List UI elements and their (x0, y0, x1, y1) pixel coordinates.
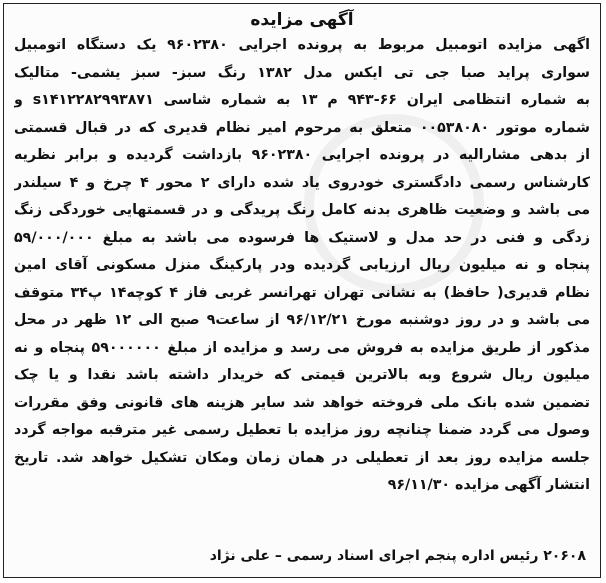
notice-body (14, 32, 590, 500)
notice-line: زدگی و فنی در حد مدل و لاستیک ها فرسوده می باشد به مبلغ ۵۹/۰۰۰/۰۰۰ (14, 229, 590, 246)
notice-line: کارشناس رسمی دادگستری خودروی یاد شده دارای ۲ محور ۴ چرخ و ۴ سیلندر (14, 174, 590, 191)
notice-line: مذکور از طریق مزایده به فروش می رسد و مزایده از مبلغ ۵۹۰۰۰۰۰۰ پنجاه و نه (14, 339, 590, 356)
notice-line: پنجاه و نه میلیون ریال ارزیابی گردیده ودر پارکینگ منزل مسکونی آقای امین (14, 257, 590, 273)
notice-line: می باشد و وضعیت ظاهری بدنه کامل رنگ پریدگی و در قسمتهایی خوردگی زنگ (14, 202, 590, 218)
notice-line: سواری پراید صبا جی تی ایکس مدل ۱۳۸۲ رنگ سبز- سبز یشمی- متالیک (14, 64, 590, 81)
notice-line: اگهی مزایده اتومبیل مربوط به پرونده اجرایی ۹۶۰۲۳۸۰ یک دستگاه اتومبیل (14, 37, 590, 53)
notice-line: شماره موتور ۰۰۵۳۸۰۸۰ متعلق به مرحوم امیر نظام قدیری که در قبال قسمتی (14, 119, 590, 136)
auction-notice-frame (3, 3, 601, 578)
notice-line: جلسه مزایده روز بعد از تعطیلی در همان زمان ومکان تشکیل خواهد شد. تاریخ (14, 449, 590, 466)
notice-title: آگهی مزایده (250, 10, 354, 30)
notice-line: تضمین شده بانک ملی فروخته خواهد شد سایر هزینه های قانونی وفق مقررات (14, 394, 590, 411)
notice-line: می باشد و در روز دوشنبه مورخ ۹۶/۱۲/۲۱ از ساعت۹ صبح الی ۱۲ ظهر در محل (14, 312, 590, 328)
notice-line: نظام قدیری( حافظ) به نشانی تهران تهرانسر غربی فاز ۴ کوچه۱۴ پ۳۴ متوقف (14, 284, 590, 301)
notice-line: از بدهی مشارالیه در پرونده اجرایی ۹۶۰۲۳۸۰ بازداشت گردیده و برابر نظریه (14, 147, 590, 163)
notice-line-last: انتشار آگهی مزایده ۹۶/۱۱/۳۰ (387, 477, 590, 493)
notice-line: میلیون ریال شروع وبه بالاترین قیمتی که خریدار داشته باشد نقدا و یا چک (14, 367, 590, 383)
notice-line: وصول می گردد ضمنا چنانچه روز مزایده با تعطیل رسمی غیر مترقبه مواجه گردد (14, 422, 590, 438)
notice-line: به شماره انتظامی ایران ۶۶-۹۴۳ م ۱۳ به شماره شاسی s۱۴۱۲۲۸۲۹۹۳۸۷۱ و (14, 92, 590, 108)
notice-signature: ۲۰۶۰۸ رئیس اداره پنجم اجرای اسناد رسمی – علی نژاد (209, 548, 586, 564)
